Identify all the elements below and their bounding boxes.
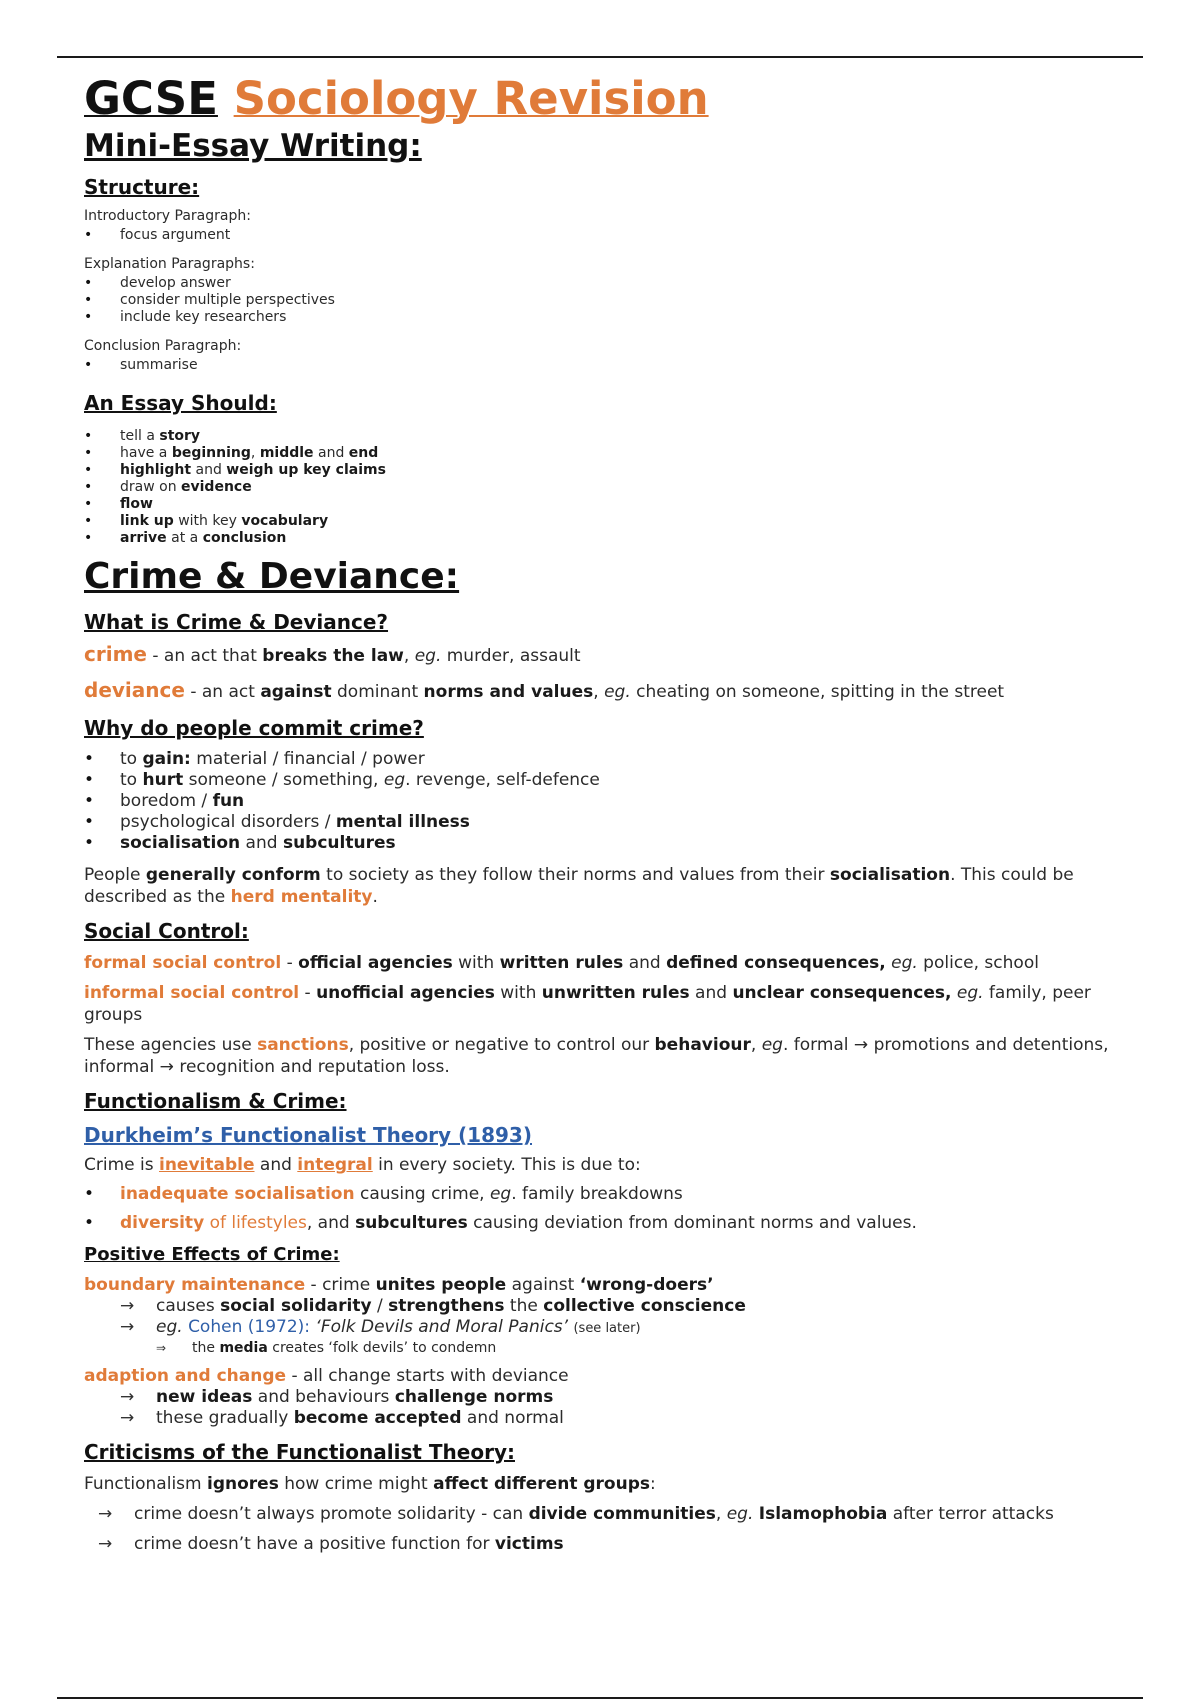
list-item: • tell a story (84, 428, 1144, 445)
list-item: • to hurt someone / something, eg. revenge, self-defence (84, 770, 1144, 791)
arrow-item: → crime doesn’t always promote solidarity - can divide communities, eg. Islamophobia after terror attacks (84, 1503, 1144, 1525)
sanctions-paragraph: These agencies use sanctions, positive or negative to control our behaviour, eg. formal → promotions and detentions, informal → recognition and reputation loss. (84, 1035, 1109, 1077)
why-heading: Why do people commit crime? (84, 716, 424, 740)
criticism-intro: Functionalism ignores how crime might affect different groups: (84, 1474, 656, 1494)
list-item: • include key researchers (84, 309, 1144, 326)
essay-heading: Mini-Essay Writing: (84, 128, 422, 164)
list-item: • to gain: material / financial / power (84, 749, 1144, 770)
control-heading: Social Control: (84, 919, 249, 943)
durkheim-list (84, 1184, 1144, 1234)
explanation-list (84, 275, 1144, 326)
boundary-arrows (84, 1296, 1144, 1357)
intro-list (84, 227, 1144, 244)
list-item: • flow (84, 496, 1144, 513)
explanation-label: Explanation Paragraphs: (84, 256, 255, 272)
title-prefix: GCSE (84, 72, 218, 125)
list-item: • draw on evidence (84, 479, 1144, 496)
formal-control-definition: formal social control - official agencies with written rules and defined consequences, eg. police, school (84, 953, 1039, 973)
conclusion-list (84, 357, 1144, 374)
list-item: • develop answer (84, 275, 1144, 292)
list-item: • summarise (84, 357, 1144, 374)
functionalism-heading: Functionalism & Crime: (84, 1089, 347, 1113)
arrow-item: → eg. Cohen (1972): ‘Folk Devils and Moral Panics’ (see later) (84, 1317, 1144, 1339)
page-title (84, 72, 1144, 126)
boundary-maintenance: boundary maintenance - crime unites people against ‘wrong-doers’ (84, 1275, 714, 1295)
document-page (84, 66, 1144, 1563)
criticism-heading: Criticisms of the Functionalist Theory: (84, 1440, 515, 1464)
should-list (84, 428, 1144, 547)
positive-effects-heading: Positive Effects of Crime: (84, 1244, 340, 1265)
crime-heading: Crime & Deviance: (84, 556, 460, 597)
what-heading: What is Crime & Deviance? (84, 610, 389, 634)
list-item: • inadequate socialisation causing crime, eg. family breakdowns (84, 1184, 1144, 1205)
list-item: • diversity of lifestyles, and subcultures causing deviation from dominant norms and values. (84, 1213, 1144, 1234)
list-item: • have a beginning, middle and end (84, 445, 1144, 462)
list-item: • highlight and weigh up key claims (84, 462, 1144, 479)
conclusion-label: Conclusion Paragraph: (84, 338, 242, 354)
crime-definition: crime - an act that breaks the law, eg. murder, assault (84, 642, 581, 666)
informal-control-definition: informal social control - unofficial agencies with unwritten rules and unclear consequences, eg. family, peer groups (84, 983, 1091, 1025)
list-item: • consider multiple perspectives (84, 292, 1144, 309)
criticism-list (84, 1503, 1144, 1555)
conform-paragraph: People generally conform to society as they follow their norms and values from their socialisation. This could be described as the herd mentality. (84, 865, 1074, 907)
arrow-item: → causes social solidarity / strengthens the collective conscience (84, 1296, 1144, 1317)
arrow-item: → new ideas and behaviours challenge norms (84, 1387, 1144, 1408)
intro-label: Introductory Paragraph: (84, 208, 251, 224)
list-item: • psychological disorders / mental illness (84, 812, 1144, 833)
title-highlight: Sociology Revision (233, 72, 709, 125)
adaption-arrows (84, 1387, 1144, 1429)
list-item: • link up with key vocabulary (84, 513, 1144, 530)
list-item: • arrive at a conclusion (84, 530, 1144, 547)
deviance-definition: deviance - an act against dominant norms and values, eg. cheating on someone, spitting in the street (84, 678, 1005, 702)
sub-arrow-item: ⇒ the media creates ‘folk devils’ to condemn (84, 1339, 1144, 1357)
structure-heading: Structure: (84, 175, 200, 199)
list-item: • boredom / fun (84, 791, 1144, 812)
why-list (84, 749, 1144, 854)
list-item: • focus argument (84, 227, 1144, 244)
arrow-item: → crime doesn’t have a positive function for victims (84, 1533, 1144, 1555)
adaption-change: adaption and change - all change starts with deviance (84, 1366, 569, 1386)
list-item: • socialisation and subcultures (84, 833, 1144, 854)
durkheim-intro: Crime is inevitable and integral in every society. This is due to: (84, 1155, 641, 1175)
durkheim-heading: Durkheim’s Functionalist Theory (1893) (84, 1123, 532, 1147)
bottom-rule (57, 1697, 1143, 1699)
should-heading: An Essay Should: (84, 391, 277, 415)
top-rule (57, 56, 1143, 58)
arrow-item: → these gradually become accepted and normal (84, 1408, 1144, 1429)
structure-section (84, 208, 1144, 374)
